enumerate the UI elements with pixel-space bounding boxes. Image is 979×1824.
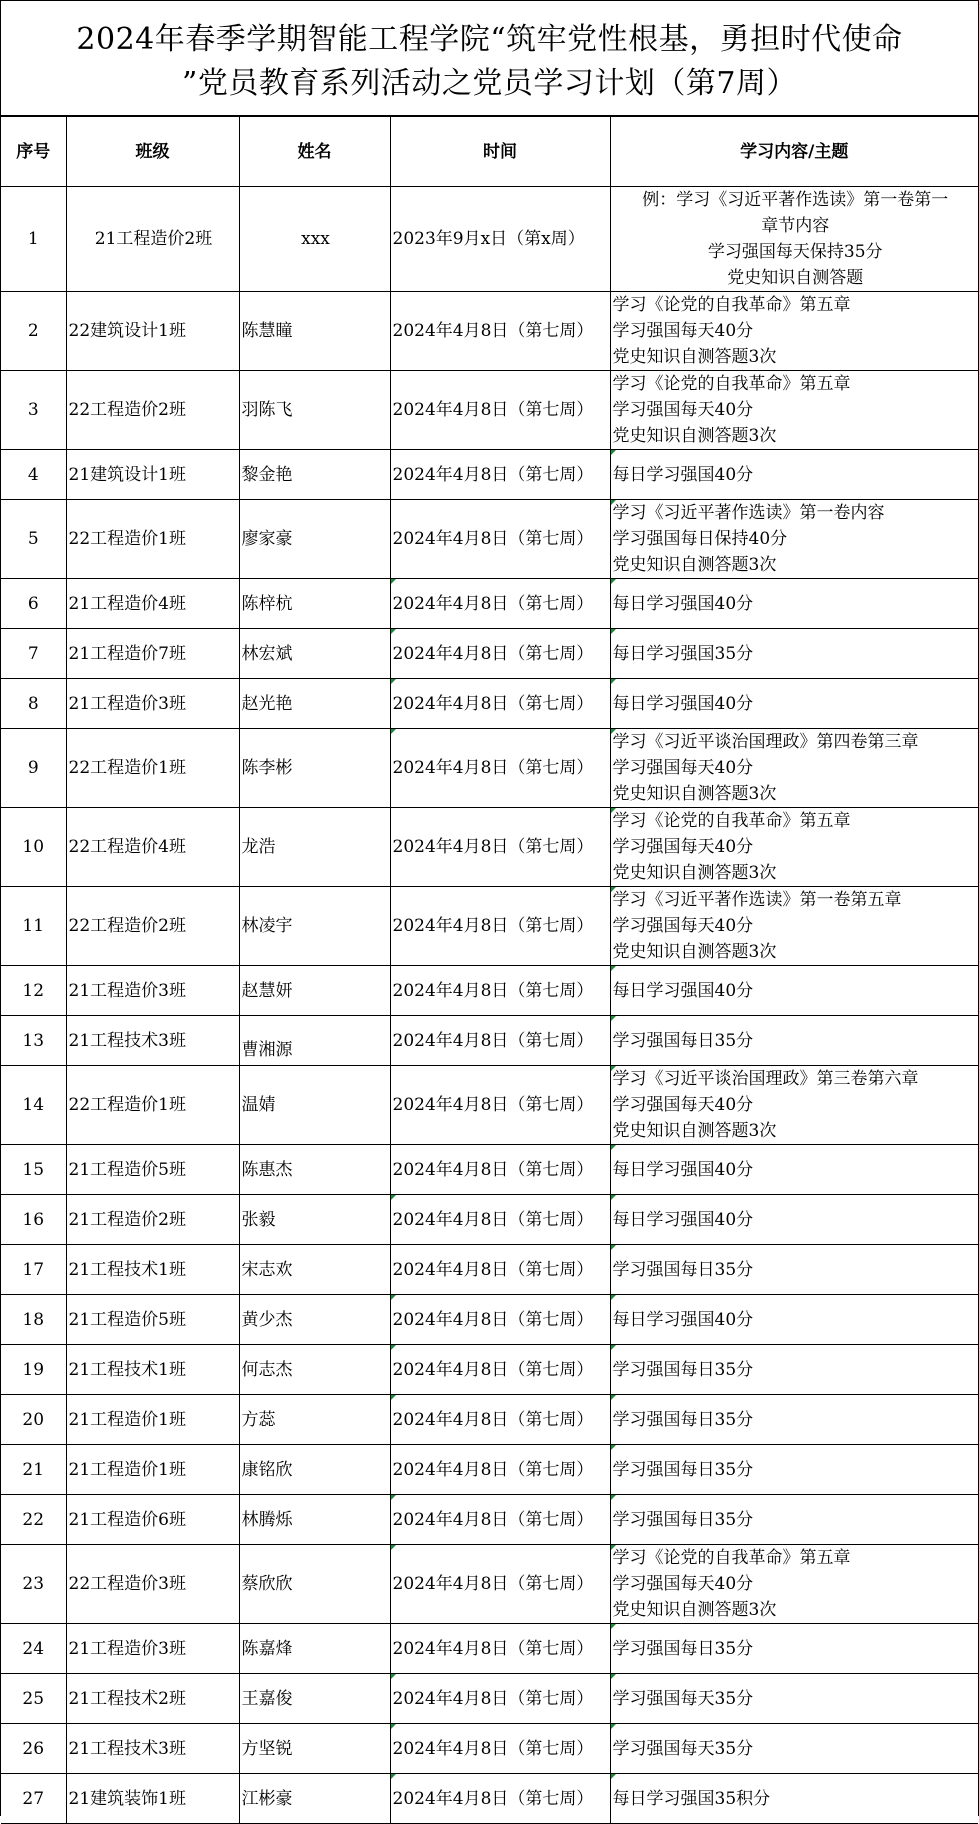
table-row: [1, 679, 978, 729]
header-class: 班级: [66, 117, 239, 187]
cell-class[interactable]: 21建筑设计1班: [66, 450, 239, 500]
table-row: [1, 1774, 978, 1824]
cell-time[interactable]: 2024年4月8日（第七周）: [390, 1495, 610, 1545]
cell-content[interactable]: 学习强国每日35分: [610, 1245, 978, 1295]
table-row: [1, 729, 978, 808]
header-index: 序号: [1, 117, 66, 187]
cell-class[interactable]: 21工程造价5班: [66, 1145, 239, 1195]
table-row: [1, 1195, 978, 1245]
cell-name[interactable]: 陈梓杭: [239, 579, 390, 629]
cell-index[interactable]: 21: [1, 1445, 66, 1495]
document-title: 2024年春季学期智能工程学院“筑牢党性根基，勇担时代使命 ”党员教育系列活动之党员学习计划（第7周）: [1, 0, 978, 116]
cell-name[interactable]: 江彬豪: [239, 1774, 390, 1824]
cell-name[interactable]: 赵光艳: [239, 679, 390, 729]
cell-content[interactable]: 每日学习强国35分: [610, 629, 978, 679]
cell-time[interactable]: 2024年4月8日（第七周）: [390, 1345, 610, 1395]
cell-time[interactable]: 2024年4月8日（第七周）: [390, 1624, 610, 1674]
cell-content[interactable]: 每日学习强国40分: [610, 1295, 978, 1345]
cell-index[interactable]: 9: [1, 729, 66, 808]
cell-class[interactable]: 22工程造价4班: [66, 808, 239, 887]
cell-time[interactable]: 2024年4月8日（第七周）: [390, 1295, 610, 1345]
cell-class[interactable]: 22工程造价2班: [66, 371, 239, 450]
cell-index[interactable]: 15: [1, 1145, 66, 1195]
table-row: [1, 1066, 978, 1145]
cell-content[interactable]: 每日学习强国40分: [610, 1195, 978, 1245]
cell-class[interactable]: 22工程造价1班: [66, 500, 239, 579]
cell-name[interactable]: 林宏斌: [239, 629, 390, 679]
cell-index[interactable]: 24: [1, 1624, 66, 1674]
table-row: [1, 1674, 978, 1724]
cell-name[interactable]: 林凌宇: [239, 887, 390, 966]
cell-name[interactable]: 方蕊: [239, 1395, 390, 1445]
cell-time[interactable]: 2024年4月8日（第七周）: [390, 1674, 610, 1724]
table-row: [1, 1016, 978, 1066]
cell-content[interactable]: 例：学习《习近平著作选读》第一卷第一 章节内容 学习强国每天保持35分 党史知识自测答题: [610, 187, 978, 292]
cell-index[interactable]: 17: [1, 1245, 66, 1295]
cell-content[interactable]: 学习《习近平谈治国理政》第四卷第三章 学习强国每天40分 党史知识自测答题3次: [610, 729, 978, 808]
cell-index[interactable]: 8: [1, 679, 66, 729]
cell-name[interactable]: 宋志欢: [239, 1245, 390, 1295]
cell-content[interactable]: 每日学习强国35积分: [610, 1774, 978, 1824]
cell-name[interactable]: 林腾烁: [239, 1495, 390, 1545]
table-row: [1, 500, 978, 579]
cell-time[interactable]: 2024年4月8日（第七周）: [390, 1016, 610, 1066]
table-row: [1, 1545, 978, 1624]
cell-index[interactable]: 23: [1, 1545, 66, 1624]
cell-name[interactable]: 方坚锐: [239, 1724, 390, 1774]
table-row: [1, 1345, 978, 1395]
table-row: [1, 1445, 978, 1495]
cell-content[interactable]: 每日学习强国40分: [610, 966, 978, 1016]
cell-name[interactable]: 康铭欣: [239, 1445, 390, 1495]
cell-time[interactable]: 2024年4月8日（第七周）: [390, 1445, 610, 1495]
cell-index[interactable]: 2: [1, 292, 66, 371]
cell-time[interactable]: 2024年4月8日（第七周）: [390, 1724, 610, 1774]
cell-index[interactable]: 3: [1, 371, 66, 450]
cell-index[interactable]: 20: [1, 1395, 66, 1445]
cell-index[interactable]: 11: [1, 887, 66, 966]
cell-content[interactable]: 学习《论党的自我革命》第五章 学习强国每天40分 党史知识自测答题3次: [610, 1545, 978, 1624]
table-row: [1, 579, 978, 629]
cell-class[interactable]: 21工程造价4班: [66, 579, 239, 629]
header-row: [1, 117, 978, 187]
cell-time[interactable]: 2024年4月8日（第七周）: [390, 1774, 610, 1824]
cell-time[interactable]: 2024年4月8日（第七周）: [390, 1245, 610, 1295]
cell-content[interactable]: 学习《论党的自我革命》第五章 学习强国每天40分 党史知识自测答题3次: [610, 808, 978, 887]
table-row: [1, 629, 978, 679]
cell-time[interactable]: 2023年9月x日（第x周）: [390, 187, 610, 292]
cell-content[interactable]: 每日学习强国40分: [610, 679, 978, 729]
table-row: [1, 371, 978, 450]
table-row: [1, 187, 978, 292]
cell-class[interactable]: 21工程技术3班: [66, 1724, 239, 1774]
cell-name[interactable]: 黎金艳: [239, 450, 390, 500]
cell-content[interactable]: 学习《习近平著作选读》第一卷第五章 学习强国每天40分 党史知识自测答题3次: [610, 887, 978, 966]
cell-name[interactable]: xxx: [239, 187, 390, 292]
study-plan-table: [1, 116, 978, 1824]
cell-content[interactable]: 学习强国每日35分: [610, 1395, 978, 1445]
cell-name[interactable]: 陈慧瞳: [239, 292, 390, 371]
cell-time[interactable]: 2024年4月8日（第七周）: [390, 292, 610, 371]
cell-content[interactable]: 每日学习强国40分: [610, 579, 978, 629]
cell-index[interactable]: 4: [1, 450, 66, 500]
cell-class[interactable]: 21工程造价5班: [66, 1295, 239, 1345]
cell-time[interactable]: 2024年4月8日（第七周）: [390, 450, 610, 500]
cell-index[interactable]: 26: [1, 1724, 66, 1774]
cell-index[interactable]: 16: [1, 1195, 66, 1245]
cell-name[interactable]: 蔡欣欣: [239, 1545, 390, 1624]
cell-content[interactable]: 学习《习近平谈治国理政》第三卷第六章 学习强国每天40分 党史知识自测答题3次: [610, 1066, 978, 1145]
cell-name[interactable]: 张毅: [239, 1195, 390, 1245]
cell-content[interactable]: 学习强国每天35分: [610, 1724, 978, 1774]
cell-time[interactable]: 2024年4月8日（第七周）: [390, 679, 610, 729]
cell-index[interactable]: 1: [1, 187, 66, 292]
cell-time[interactable]: 2024年4月8日（第七周）: [390, 500, 610, 579]
table-row: [1, 292, 978, 371]
cell-content[interactable]: 学习强国每天35分: [610, 1674, 978, 1724]
cell-index[interactable]: 5: [1, 500, 66, 579]
header-content: 学习内容/主题: [610, 117, 978, 187]
cell-time[interactable]: 2024年4月8日（第七周）: [390, 371, 610, 450]
cell-time[interactable]: 2024年4月8日（第七周）: [390, 966, 610, 1016]
header-time: 时间: [390, 117, 610, 187]
cell-time[interactable]: 2024年4月8日（第七周）: [390, 629, 610, 679]
cell-class[interactable]: 22工程造价3班: [66, 1545, 239, 1624]
cell-name[interactable]: 陈李彬: [239, 729, 390, 808]
cell-name[interactable]: 曹湘源: [239, 1016, 390, 1066]
cell-class[interactable]: 21工程技术3班: [66, 1016, 239, 1066]
cell-class[interactable]: 21工程造价2班: [66, 1195, 239, 1245]
cell-time[interactable]: 2024年4月8日（第七周）: [390, 887, 610, 966]
table-row: [1, 1495, 978, 1545]
cell-content[interactable]: 每日学习强国40分: [610, 450, 978, 500]
header-name: 姓名: [239, 117, 390, 187]
table-row: [1, 1245, 978, 1295]
cell-name[interactable]: 廖家豪: [239, 500, 390, 579]
cell-time[interactable]: 2024年4月8日（第七周）: [390, 1545, 610, 1624]
cell-content[interactable]: 学习强国每日35分: [610, 1445, 978, 1495]
cell-name[interactable]: 温婧: [239, 1066, 390, 1145]
table-row: [1, 1295, 978, 1345]
cell-class[interactable]: 21工程技术1班: [66, 1245, 239, 1295]
cell-time[interactable]: 2024年4月8日（第七周）: [390, 579, 610, 629]
cell-index[interactable]: 18: [1, 1295, 66, 1345]
table-row: [1, 808, 978, 887]
cell-index[interactable]: 10: [1, 808, 66, 887]
cell-time[interactable]: 2024年4月8日（第七周）: [390, 1066, 610, 1145]
cell-name[interactable]: 陈惠杰: [239, 1145, 390, 1195]
cell-content[interactable]: 学习强国每日35分: [610, 1345, 978, 1395]
cell-class[interactable]: 21工程造价3班: [66, 1624, 239, 1674]
cell-index[interactable]: 19: [1, 1345, 66, 1395]
cell-index[interactable]: 14: [1, 1066, 66, 1145]
cell-content[interactable]: 学习《论党的自我革命》第五章 学习强国每天40分 党史知识自测答题3次: [610, 371, 978, 450]
cell-name[interactable]: 黄少杰: [239, 1295, 390, 1345]
cell-class[interactable]: 22建筑设计1班: [66, 292, 239, 371]
cell-content[interactable]: 学习强国每日35分: [610, 1624, 978, 1674]
cell-index[interactable]: 6: [1, 579, 66, 629]
cell-time[interactable]: 2024年4月8日（第七周）: [390, 1395, 610, 1445]
cell-name[interactable]: 龙浩: [239, 808, 390, 887]
table-row: [1, 1624, 978, 1674]
cell-class[interactable]: 21建筑装饰1班: [66, 1774, 239, 1824]
cell-class[interactable]: 21工程造价3班: [66, 966, 239, 1016]
cell-name[interactable]: 羽陈飞: [239, 371, 390, 450]
table-row: [1, 1724, 978, 1774]
table-row: [1, 887, 978, 966]
cell-index[interactable]: 25: [1, 1674, 66, 1724]
table-row: [1, 450, 978, 500]
cell-content[interactable]: 每日学习强国40分: [610, 1145, 978, 1195]
cell-name[interactable]: 赵慧妍: [239, 966, 390, 1016]
cell-class[interactable]: 21工程造价1班: [66, 1395, 239, 1445]
cell-content[interactable]: 学习强国每日35分: [610, 1495, 978, 1545]
cell-index[interactable]: 22: [1, 1495, 66, 1545]
cell-index[interactable]: 12: [1, 966, 66, 1016]
cell-time[interactable]: 2024年4月8日（第七周）: [390, 729, 610, 808]
cell-index[interactable]: 13: [1, 1016, 66, 1066]
cell-class[interactable]: 21工程造价7班: [66, 629, 239, 679]
table-row: [1, 1395, 978, 1445]
cell-index[interactable]: 7: [1, 629, 66, 679]
cell-class[interactable]: 22工程造价1班: [66, 1066, 239, 1145]
cell-time[interactable]: 2024年4月8日（第七周）: [390, 808, 610, 887]
cell-name[interactable]: 何志杰: [239, 1345, 390, 1395]
cell-class[interactable]: 22工程造价2班: [66, 887, 239, 966]
cell-class[interactable]: 21工程技术2班: [66, 1674, 239, 1724]
cell-class[interactable]: 22工程造价1班: [66, 729, 239, 808]
cell-index[interactable]: 27: [1, 1774, 66, 1824]
cell-name[interactable]: 陈嘉烽: [239, 1624, 390, 1674]
cell-name[interactable]: 王嘉俊: [239, 1674, 390, 1724]
cell-content[interactable]: 学习《习近平著作选读》第一卷内容 学习强国每日保持40分 党史知识自测答题3次: [610, 500, 978, 579]
cell-class[interactable]: 21工程造价6班: [66, 1495, 239, 1545]
table-row: [1, 1145, 978, 1195]
cell-class[interactable]: 21工程造价3班: [66, 679, 239, 729]
cell-class[interactable]: 21工程造价2班: [66, 187, 239, 292]
cell-time[interactable]: 2024年4月8日（第七周）: [390, 1195, 610, 1245]
cell-content[interactable]: 学习《论党的自我革命》第五章 学习强国每天40分 党史知识自测答题3次: [610, 292, 978, 371]
cell-class[interactable]: 21工程技术1班: [66, 1345, 239, 1395]
table-row: [1, 966, 978, 1016]
cell-time[interactable]: 2024年4月8日（第七周）: [390, 1145, 610, 1195]
cell-content[interactable]: 学习强国每日35分: [610, 1016, 978, 1066]
cell-class[interactable]: 21工程造价1班: [66, 1445, 239, 1495]
